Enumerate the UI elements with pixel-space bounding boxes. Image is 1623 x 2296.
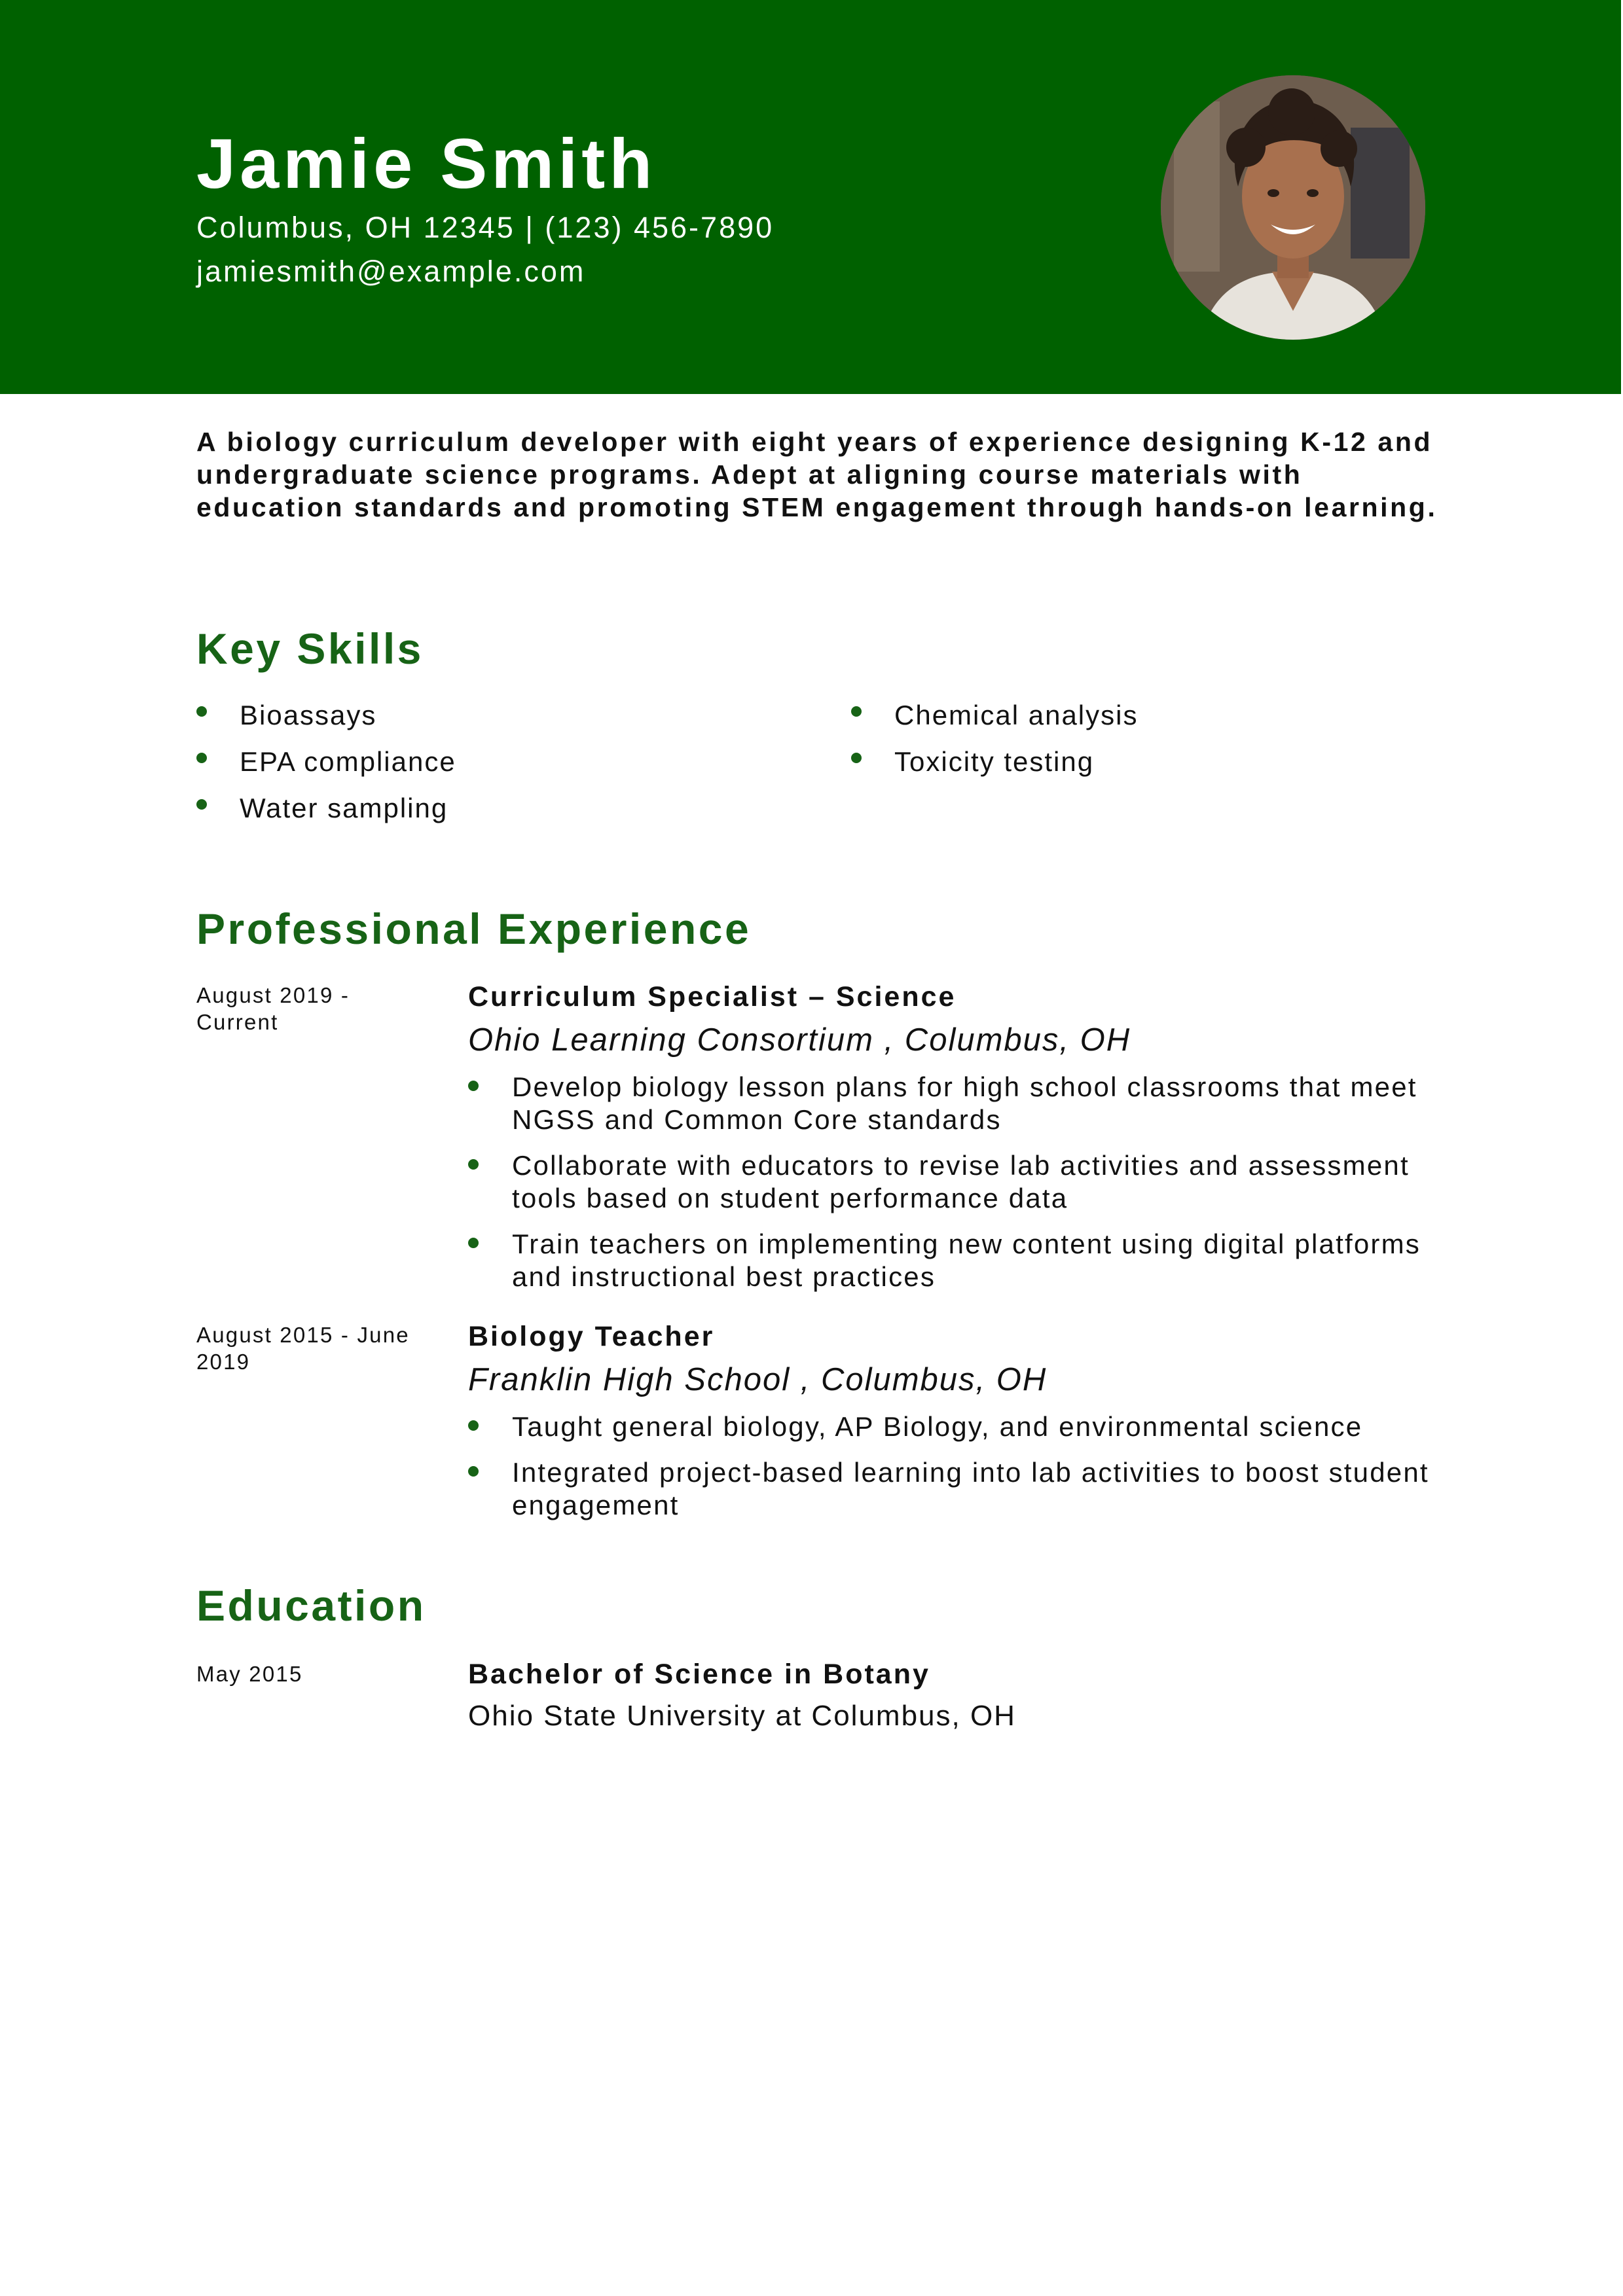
skills-list-right <box>851 699 1440 792</box>
job-duties <box>468 1410 1470 1522</box>
job-entry <box>468 1323 1470 1535</box>
education-heading: Education <box>196 1581 426 1630</box>
skill-item: Bioassays <box>196 699 786 745</box>
job-date: August 2019 - Current <box>196 983 350 1034</box>
school-name: Ohio State University at Columbus, OH <box>468 1700 1016 1732</box>
bullet-icon <box>468 1081 479 1091</box>
skill-item: Chemical analysis <box>851 699 1440 745</box>
bullet-icon <box>851 706 862 717</box>
job-entry <box>468 983 1470 1306</box>
bullet-icon <box>468 1159 479 1170</box>
contact-location-phone: Columbus, OH 12345 | (123) 456-7890 <box>196 211 775 244</box>
bullet-icon <box>196 753 207 763</box>
job-organization: Franklin High School , Columbus, OH <box>468 1362 1048 1397</box>
header-band <box>0 0 1621 394</box>
duty-item: Train teachers on implementing new content using digital platforms and instructional best practices <box>468 1228 1470 1293</box>
skill-item: Water sampling <box>196 792 786 838</box>
bullet-icon <box>196 799 207 810</box>
job-date: August 2015 - June 2019 <box>196 1323 410 1374</box>
job-organization: Ohio Learning Consortium , Columbus, OH <box>468 1022 1131 1058</box>
bullet-icon <box>196 706 207 717</box>
job-duties <box>468 1071 1470 1293</box>
duty-item: Collaborate with educators to revise lab activities and assessment tools based on student performance data <box>468 1149 1470 1215</box>
bullet-icon <box>468 1466 479 1477</box>
education-date: May 2015 <box>196 1662 303 1686</box>
bullet-icon <box>468 1238 479 1248</box>
experience-heading: Professional Experience <box>196 905 752 953</box>
duty-item: Taught general biology, AP Biology, and environmental science <box>468 1410 1470 1443</box>
skill-item: Toxicity testing <box>851 745 1440 792</box>
degree-title: Bachelor of Science in Botany <box>468 1659 930 1690</box>
profile-photo <box>1161 75 1425 340</box>
contact-email: jamiesmith@example.com <box>196 255 586 288</box>
education-entry <box>468 1660 1470 1731</box>
duty-item: Integrated project-based learning into lab activities to boost student engagement <box>468 1456 1470 1522</box>
profile-photo-illustration <box>1161 75 1425 340</box>
bullet-icon <box>851 753 862 763</box>
skills-heading: Key Skills <box>196 624 424 673</box>
skills-list-left <box>196 699 786 838</box>
bullet-icon <box>468 1420 479 1431</box>
duty-item: Develop biology lesson plans for high school classrooms that meet NGSS and Common Core standards <box>468 1071 1470 1136</box>
candidate-name: Jamie Smith <box>196 124 657 203</box>
job-title: Biology Teacher <box>468 1321 715 1352</box>
skill-item: EPA compliance <box>196 745 786 792</box>
professional-summary: A biology curriculum developer with eight years of experience designing K-12 and undergraduate science programs. Adept at aligning course materials with education standards and promoting STEM engagement through hands-on learning. <box>196 427 1438 522</box>
job-title: Curriculum Specialist – Science <box>468 981 957 1013</box>
